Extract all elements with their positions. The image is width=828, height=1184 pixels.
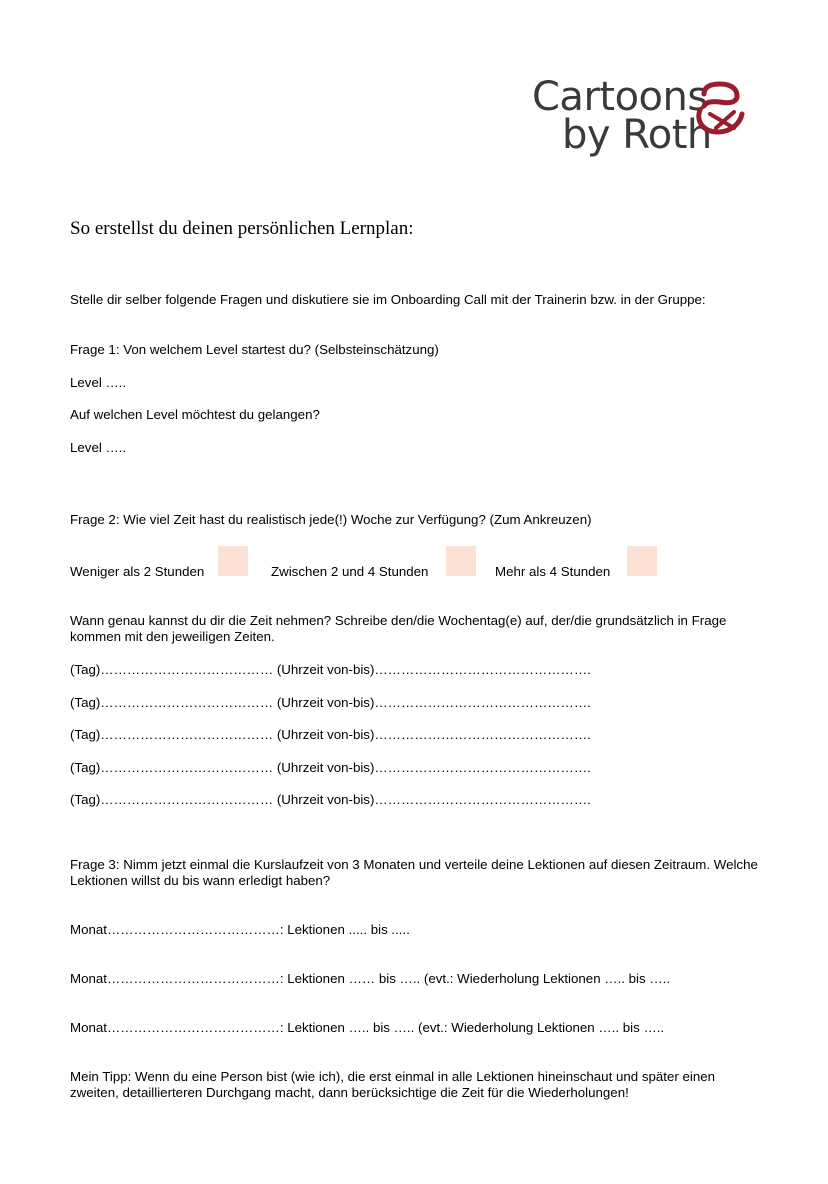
- month-row: Monat…………………………………: Lektionen …… bis ….. (evt.: Wiederholung Lektionen ….. bis …..: [70, 971, 671, 986]
- level-target-field: Level …..: [70, 440, 127, 455]
- checkbox-under-2h[interactable]: [218, 546, 248, 576]
- checkbox-2-to-4h[interactable]: [446, 546, 476, 576]
- intro-text: Stelle dir selber folgende Fragen und diskutiere sie im Onboarding Call mit der Trainerin bzw. in der Gruppe:: [70, 292, 706, 307]
- level-start-field: Level …..: [70, 375, 127, 390]
- logo-line-2: by Roth: [562, 112, 712, 158]
- logo-mark-icon: [690, 80, 750, 138]
- schedule-row: (Tag)………………………………… (Uhrzeit von-bis)………………………………………….: [70, 792, 591, 807]
- target-level-question: Auf welchen Level möchtest du gelangen?: [70, 407, 320, 422]
- schedule-row: (Tag)………………………………… (Uhrzeit von-bis)………………………………………….: [70, 695, 591, 710]
- page-title: So erstellst du deinen persönlichen Lernplan:: [70, 218, 414, 239]
- schedule-row: (Tag)………………………………… (Uhrzeit von-bis)………………………………………….: [70, 662, 591, 677]
- question-2: Frage 2: Wie viel Zeit hast du realistisch jede(!) Woche zur Verfügung? (Zum Ankreuzen): [70, 512, 592, 527]
- schedule-row: (Tag)………………………………… (Uhrzeit von-bis)………………………………………….: [70, 760, 591, 775]
- option-label-under-2h: Weniger als 2 Stunden: [70, 564, 205, 579]
- question-1: Frage 1: Von welchem Level startest du? (Selbsteinschätzung): [70, 342, 439, 357]
- month-row: Monat…………………………………: Lektionen ..... bis .....: [70, 922, 410, 937]
- option-label-2-to-4h: Zwischen 2 und 4 Stunden: [271, 564, 429, 579]
- tip-text: Mein Tipp: Wenn du eine Person bist (wie ich), die erst einmal in alle Lektionen hineinschaut und später einen zweiten, detaillierteren Durchgang macht, dann berücksichtige die Zeit für die Wiederholungen!: [70, 1069, 716, 1100]
- checkbox-over-4h[interactable]: [627, 546, 657, 576]
- logo: [532, 74, 752, 164]
- option-label-over-4h: Mehr als 4 Stunden: [495, 564, 611, 579]
- schedule-row: (Tag)………………………………… (Uhrzeit von-bis)………………………………………….: [70, 727, 591, 742]
- logo-line-1: Cartoons: [532, 74, 708, 120]
- question-3: Frage 3: Nimm jetzt einmal die Kurslaufzeit von 3 Monaten und verteile deine Lektionen auf diesen Zeitraum. Welche Lektionen willst du bis wann erledigt haben?: [70, 857, 758, 888]
- month-row: Monat…………………………………: Lektionen ….. bis ….. (evt.: Wiederholung Lektionen ….. bis …..: [70, 1020, 665, 1035]
- when-question: Wann genau kannst du dir die Zeit nehmen? Schreibe den/die Wochentag(e) auf, der/die grundsätzlich in Frage kommen mit den jeweiligen Zeiten.: [70, 613, 727, 644]
